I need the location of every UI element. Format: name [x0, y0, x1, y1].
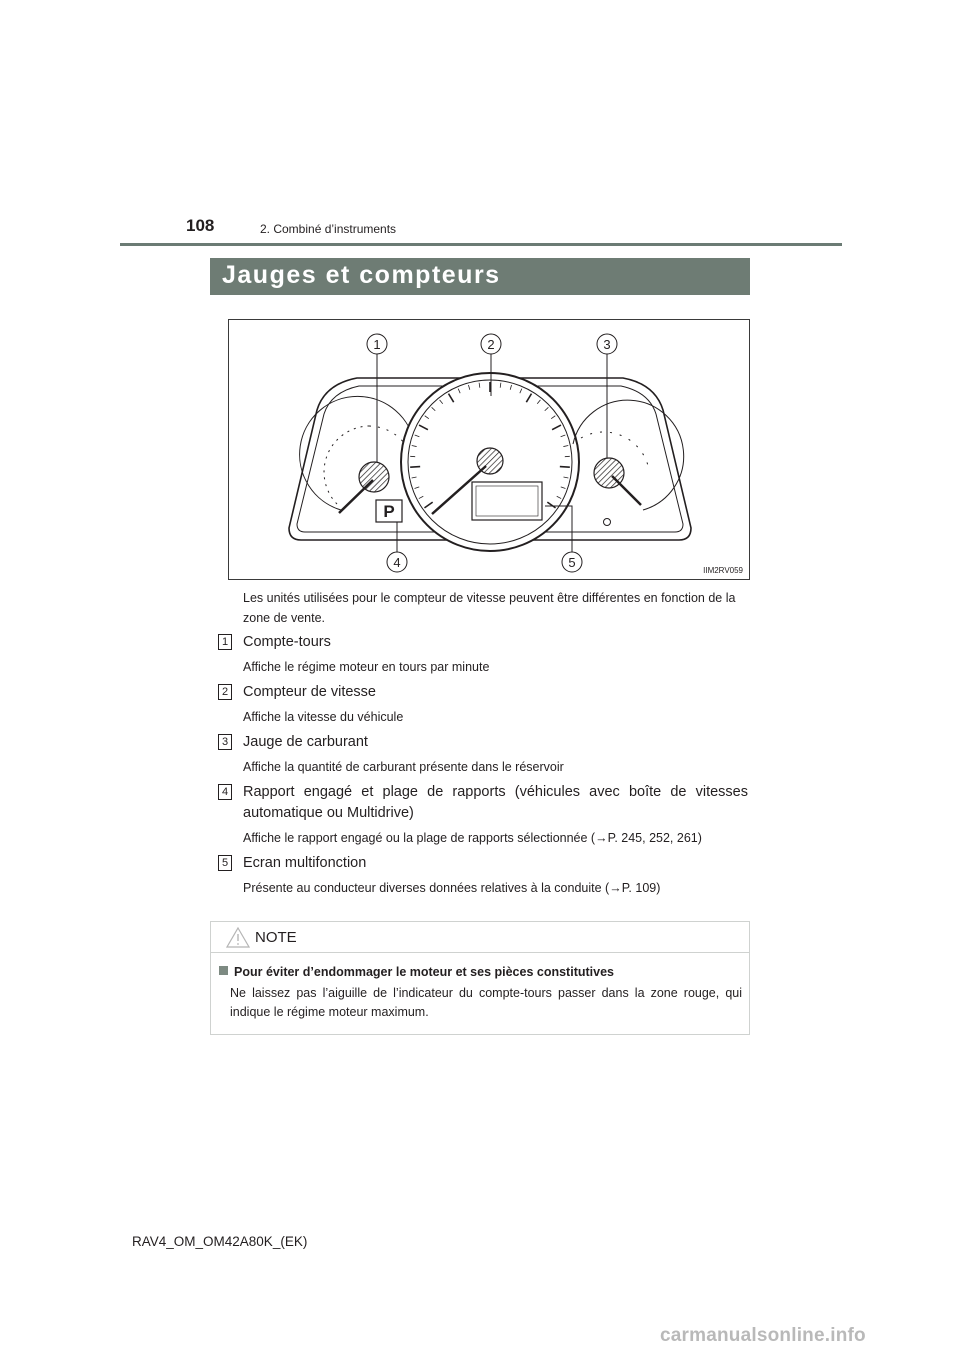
item-number: 2: [218, 684, 232, 700]
title-band: [210, 258, 750, 295]
note-text: Ne laissez pas l’aiguille de l’indicateur du compte-tours passer dans la zone rouge, qui indique le régime moteur maximum.: [230, 986, 742, 1019]
callout-1: 1: [373, 337, 381, 352]
item-title: Compte-tours: [243, 634, 331, 650]
multifunction-display: [472, 482, 542, 520]
watermark: carmanualsonline.info: [660, 1325, 866, 1346]
item-number: 3: [218, 734, 232, 750]
gear-letter: P: [383, 502, 395, 521]
speedometer-gauge: [401, 373, 579, 551]
callout-5: 5: [568, 555, 576, 570]
note-header: [211, 922, 749, 953]
instrument-cluster-figure: [228, 319, 750, 580]
item-title: Compteur de vitesse: [243, 684, 376, 700]
item-number: 5: [218, 855, 232, 871]
item-description: Affiche le régime moteur en tours par minute: [243, 660, 490, 674]
item-number: 4: [218, 784, 232, 800]
warning-icon: [226, 927, 250, 948]
item-description: Affiche la vitesse du véhicule: [243, 710, 404, 724]
speedometer-tick: [560, 467, 570, 468]
intro-text: Les unités utilisées pour le compteur de vitesse peuvent être différentes en fonction de la zone de vente.: [243, 591, 736, 625]
note-box: [210, 921, 750, 1035]
fuel-hub: [594, 458, 624, 488]
item-description: Affiche la quantité de carburant présente dans le réservoir: [243, 760, 564, 774]
item-description: Affiche le rapport engagé ou la plage de rapports sélectionnée (→P. 245, 252, 261): [243, 831, 702, 845]
footer-code: RAV4_OM_OM42A80K_(EK): [132, 1234, 308, 1249]
square-bullet-icon: [219, 966, 228, 975]
fuel-gauge: [573, 400, 684, 525]
item-title: Jauge de carburant: [243, 734, 368, 750]
speedometer-tick: [410, 467, 420, 468]
section-title: 2. Combiné d’instruments: [260, 222, 397, 236]
tachometer-gauge: [300, 396, 415, 513]
callout-2: 2: [487, 337, 495, 352]
page-header: [120, 0, 842, 246]
note-subheading: Pour éviter d’endommager le moteur et ses pièces constitutives: [219, 965, 614, 979]
instrument-cluster-illustration: [229, 320, 751, 581]
speedometer-hub: [477, 448, 503, 474]
tachometer-hub: [359, 462, 389, 492]
page-number: 108: [186, 216, 215, 235]
figure-code: IIM2RV059: [703, 566, 743, 575]
item-description: Présente au conducteur diverses données relatives à la conduite (→P. 109): [243, 881, 661, 895]
item-title: Rapport engagé et plage de rapports (véhicules avec boîte de vitesses automatique ou Multidrive): [243, 784, 748, 821]
callout-4: 4: [393, 555, 401, 570]
callout-3: 3: [603, 337, 611, 352]
note-label: NOTE: [255, 929, 297, 946]
item-number: 1: [218, 634, 232, 650]
item-title: Ecran multifonction: [243, 855, 367, 871]
header-rule: [120, 243, 842, 246]
page-title: Jauges et compteurs: [222, 261, 501, 289]
